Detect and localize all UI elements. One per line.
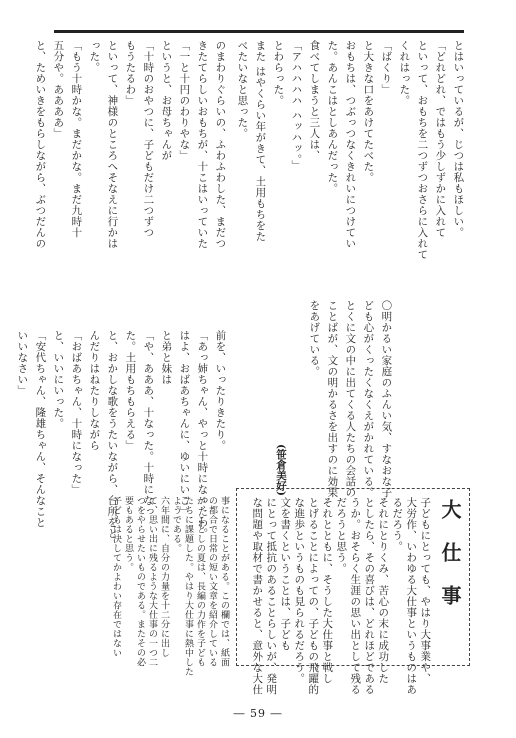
- column-line: 文を書くということは、子ども: [279, 497, 292, 651]
- top-rule: [54, 30, 464, 33]
- text-line: 「や、あああ、十なった。十時になっ: [142, 330, 155, 517]
- column-line: 子どもは決してかよわい存在ではない: [111, 496, 121, 658]
- text-line: 「一と十円のわりやな」: [178, 40, 191, 161]
- comment-line: をあげている。: [308, 300, 321, 377]
- text-line: はよ、おばあちゃんに、ゆいにいこ」: [178, 330, 191, 517]
- column-box: [236, 488, 470, 695]
- column-line: うか。おそらく生涯の思い出として残る: [349, 497, 362, 695]
- comment-line: とくに文の中に出てくる人たちの会話の: [344, 300, 357, 498]
- text-line: た。土用もちもらえる」: [124, 330, 137, 451]
- text-line: といって、おもちを二つずつおさらに入れて: [416, 40, 429, 260]
- text-line: とわらった。: [272, 40, 285, 106]
- text-line: 前を、いったりきたり。: [214, 330, 227, 451]
- text-line: 五分や。ああああ」: [52, 40, 65, 139]
- column-line: たちに課題した。やはり大仕事に熱中した: [183, 496, 193, 677]
- text-line: 「安代ちゃん、隆雄ちゃん、そんなこと: [34, 330, 47, 528]
- column-line: が、ことしの夏は、長編の力作を子ども: [195, 496, 205, 667]
- text-line: 「十時のおやつに、子どもだけ二つずつ: [142, 40, 155, 238]
- text-line: くれはった。: [398, 40, 411, 106]
- column-line: ようである。: [171, 496, 181, 553]
- text-line: 「もう十時かな。まだかな。まだ九時十: [70, 40, 83, 238]
- text-line: 「アハハハハ ハッハッ。」: [290, 40, 303, 171]
- column-line: な進歩というものも見られるだろう。: [293, 497, 306, 684]
- text-line: と、いいにいった。: [52, 330, 65, 429]
- text-line: 「あっ姉ちゃん、やっと十時になったわ。: [196, 330, 209, 539]
- text-line: と、おかしな歌をうたいながら、台所をと: [106, 330, 119, 539]
- text-line: と大きな口をあけてたべた。: [362, 40, 375, 183]
- column-line: て、思い出に残るような大仕事の一つ二: [147, 496, 157, 667]
- text-line: んだりはねたりしながら: [88, 330, 101, 451]
- text-line: と弟と妹は: [160, 330, 173, 385]
- column-title: 大 仕 事: [438, 499, 462, 613]
- text-line: また はやくらい年がきて、土用もちをた: [254, 40, 267, 242]
- text-line: 「ばくり」: [380, 40, 393, 95]
- author-attribution: (笹倉美好): [275, 444, 287, 496]
- text-line: べたいなと思った。: [236, 40, 249, 139]
- column-line: にとって抵抗のあることらしいが、発明: [265, 497, 278, 695]
- column-line: それにとりくみ、苦心の末に成功した: [377, 497, 390, 684]
- column-line: つをやらせたいものである。またその必: [135, 496, 145, 667]
- column-line: 要もあると思う。: [123, 496, 133, 572]
- comment-line: ども心がくったくなくえがかれている。: [362, 300, 375, 498]
- text-line: というと、お母ちゃんが: [160, 40, 173, 161]
- column-line: の都合で日常の短い文章を紹介している: [207, 496, 217, 667]
- column-line: それとともに、そうした大仕事と戦し: [321, 497, 334, 684]
- comment-line: ことばが、文の明かるさを出すのに効果: [326, 300, 339, 498]
- column-line: 大労作、いわゆる大仕事というものはあ: [405, 497, 418, 695]
- text-line: と、ためいきをもらしながら、ぶつだんの: [34, 40, 47, 249]
- column-line: だろうと思う。: [335, 497, 348, 574]
- column-line: 事になることがある。この欄では、紙面: [219, 496, 229, 667]
- column-line: 六年間に、自分の力量を十二分に出し: [159, 496, 169, 658]
- text-line: といって、神様のところへそなえに行かは: [106, 40, 119, 249]
- text-line: もうたるわ」: [124, 40, 137, 106]
- text-line: のまわりぐらいの、ふわふわした、まだつ: [214, 40, 227, 249]
- text-line: きたてらしいおもちが、十こはいっていた: [196, 40, 209, 249]
- text-line: 食べてしまうと三人は、: [308, 40, 321, 161]
- column-line: とげることによっての、子どもの飛躍的: [307, 497, 320, 695]
- column-line: るだろう。: [391, 497, 404, 552]
- text-line: 「どれどれ、ではもう少しずかに入れて: [434, 40, 447, 238]
- text-line: おもちは、つぶっつなくきれいにつけてい: [344, 40, 357, 249]
- text-line: とはいっているが、じつは私もほしい。: [452, 40, 465, 238]
- text-line: た。あんこはとしあんだった。: [326, 40, 339, 194]
- text-line: った。: [88, 40, 101, 73]
- text-line: 「おばあちゃん、十時になった」: [70, 330, 83, 495]
- column-line: としたら、その喜びは、どれほどである: [363, 497, 376, 695]
- text-line: いいなさい」: [16, 330, 29, 396]
- column-line: 子どもにとっても、やはり大事業や、: [419, 497, 432, 684]
- page-number: ― 59 ―: [233, 707, 283, 720]
- column-line: な問題や取材で書かせると、意外な大仕: [251, 497, 264, 695]
- comment-line: 〇明かるい家庭のふんい気、すなおな子: [380, 300, 393, 498]
